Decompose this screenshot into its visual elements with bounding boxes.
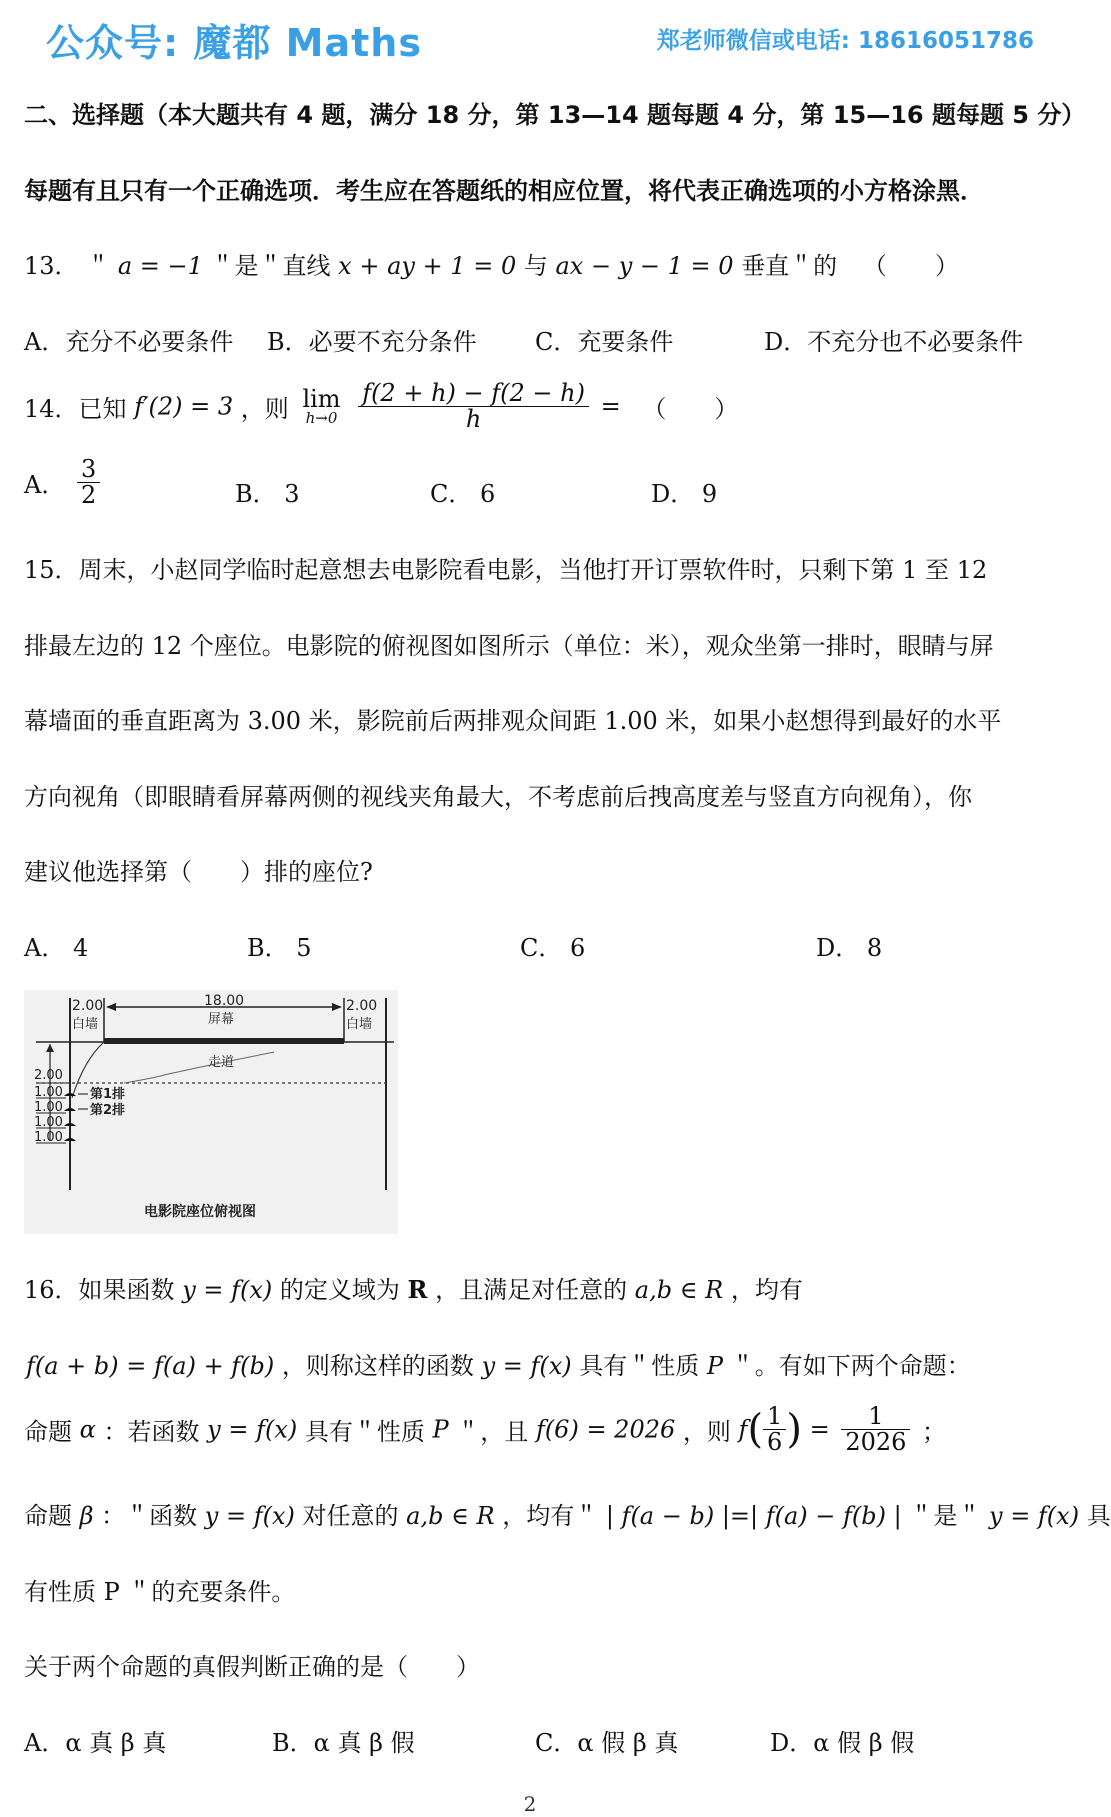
q16-l1g: ，均有 — [730, 1276, 803, 1304]
q15-line-1: 15．周末，小赵同学临时起意想去电影院看电影，当他打开订票软件时，只剩下第 1 至 12 — [24, 556, 988, 584]
q16-l1e: ，且满足对任意的 — [435, 1276, 628, 1304]
q16-line-1 — [24, 1270, 803, 1305]
q16-l4k: 具 — [1086, 1502, 1111, 1530]
q16-l3c: ：若函数 — [103, 1418, 200, 1447]
q16-frac-1-6 — [763, 1404, 786, 1455]
q13-text-d: 垂直＂的 — [741, 252, 838, 280]
q16-l3f: P — [432, 1415, 449, 1444]
q16-l1f: a,b ∈ R — [634, 1276, 724, 1304]
q14-fraction — [358, 381, 589, 432]
q13-quote-open: ＂ — [86, 252, 111, 280]
q14-blank: （ ） — [642, 395, 739, 424]
q16-l3g: ＂，且 — [456, 1418, 529, 1447]
q16-l3j: f — [738, 1415, 748, 1444]
paren-open: ( — [747, 1406, 764, 1453]
q14-limit — [302, 387, 340, 426]
q13-option-d: D．不充分也不必要条件 — [764, 328, 1024, 356]
q16-l3d: y = f(x) — [207, 1415, 298, 1444]
q16-l2e: P — [706, 1352, 724, 1380]
q14-lim-sub: h→0 — [305, 409, 338, 428]
q14-option-b: B． 3 — [235, 480, 300, 508]
aisle-label: 走道 — [208, 1055, 235, 1070]
q13-option-b: B．必要不充分条件 — [267, 328, 477, 356]
cinema-seating-figure — [24, 990, 398, 1234]
gap-top-dim: 2.00 — [34, 1068, 63, 1083]
q14-number: 14．已知 — [24, 395, 127, 424]
q16-option-b: B．α 真 β 假 — [272, 1729, 415, 1757]
q16-l4h: | f(a − b) |=| f(a) − f(b) | — [605, 1502, 902, 1530]
q16-l4j: y = f(x) — [989, 1502, 1080, 1530]
q16-option-c: C．α 假 β 真 — [535, 1729, 679, 1757]
q15-line-3: 幕墙面的垂直距离为 3.00 米，影院前后两排观众间距 1.00 米，如果小赵想得到最好的水平 — [24, 707, 1002, 735]
q15-option-b: B． 5 — [247, 934, 312, 962]
q13-text-b: ＂是＂直线 — [210, 252, 331, 280]
q13-condition: a = −1 — [117, 252, 203, 280]
q16-l1d: R — [407, 1275, 428, 1304]
q14-option-a-den: 2 — [80, 481, 97, 510]
screen-bar — [104, 1038, 344, 1044]
q16-line-3 — [24, 1404, 946, 1455]
q14-option-a-label: A． — [24, 471, 66, 500]
q14-option-c: C． 6 — [430, 480, 496, 508]
q16-l2a: f(a + b) = f(a) + f(b) — [26, 1352, 275, 1380]
q16-l3h: f(6) = 2026 — [535, 1415, 676, 1444]
q13-stem — [24, 246, 959, 281]
q14-text-mid: ，则 — [240, 395, 289, 424]
q16-l4g: ，均有＂ — [502, 1502, 599, 1530]
q16-l1a: 16．如果函数 — [24, 1276, 175, 1304]
q16-frac1-den: 6 — [767, 1428, 783, 1457]
q14-stem — [24, 381, 738, 432]
q16-l3n: ； — [922, 1418, 947, 1447]
q16-l2c: y = f(x) — [481, 1352, 572, 1380]
q16-l4i: ＂是＂ — [909, 1502, 982, 1530]
row-gap-1: 1.00 — [34, 1085, 63, 1100]
q16-option-d: D．α 假 β 假 — [770, 1729, 915, 1757]
q13-line1: x + ay + 1 = 0 — [338, 252, 517, 280]
q16-l3e: 具有＂性质 — [304, 1418, 425, 1447]
q16-l4f: a,b ∈ R — [406, 1502, 495, 1530]
q16-l4c: ：＂函数 — [101, 1502, 198, 1530]
q16-l4a: 命题 — [24, 1502, 72, 1530]
q16-frac1-num: 1 — [763, 1404, 786, 1430]
q16-l2f: ＂。有如下两个命题： — [730, 1352, 971, 1380]
q16-l1c: 的定义域为 — [279, 1276, 400, 1304]
q14-given: f′(2) = 3 — [134, 392, 234, 421]
q14-option-a-fraction — [77, 457, 100, 508]
left-wall-label: 白墙 — [72, 1017, 99, 1032]
q14-frac-num: f(2 + h) − f(2 − h) — [358, 381, 589, 407]
screen-width-dim: 18.00 — [204, 993, 245, 1009]
q13-line2: ax − y − 1 = 0 — [555, 252, 734, 280]
q14-lim-word: lim — [302, 385, 341, 414]
q13-option-c: C．充要条件 — [535, 328, 674, 356]
q14-frac-den: h — [465, 405, 482, 434]
q13-text-c: 与 — [523, 252, 548, 280]
q16-l1b: y = f(x) — [182, 1276, 273, 1304]
q15-line-4: 方向视角（即眼睛看屏幕两侧的视线夹角最大，不考虑前后拽高度差与竖直方向视角），你 — [24, 783, 972, 811]
q16-l2d: 具有＂性质 — [579, 1352, 700, 1380]
q16-line-2 — [26, 1346, 971, 1381]
q14-option-d: D． 9 — [651, 480, 718, 508]
contact-info: 郑老师微信或电话: 18616051786 — [656, 28, 1034, 54]
q13-option-a: A．充分不必要条件 — [24, 328, 234, 356]
q16-option-a: A．α 真 β 真 — [24, 1729, 167, 1757]
q15-option-a: A． 4 — [24, 934, 89, 962]
section-instructions: 每题有且只有一个正确选项．考生应在答题纸的相应位置，将代表正确选项的小方格涂黑． — [24, 177, 984, 205]
figure-caption: 电影院座位俯视图 — [144, 1204, 256, 1220]
q16-l3b: α — [79, 1415, 96, 1444]
q16-l4b: β — [79, 1502, 94, 1530]
row-gap-3: 1.00 — [34, 1115, 63, 1130]
q16-l3a: 命题 — [24, 1418, 72, 1447]
q16-frac-1-2026 — [841, 1404, 910, 1455]
screen-label: 屏幕 — [208, 1012, 235, 1027]
row-gap-4: 1.00 — [34, 1130, 63, 1145]
q13-blank: （ ） — [862, 252, 959, 280]
paren-close: ) — [786, 1406, 802, 1453]
q16-line-6: 关于两个命题的真假判断正确的是（ ） — [24, 1653, 480, 1681]
right-wall-label: 白墙 — [346, 1017, 373, 1032]
q16-line-5: 有性质 P ＂的充要条件。 — [24, 1578, 296, 1606]
q15-line-2: 排最左边的 12 个座位。电影院的俯视图如图所示（单位：米），观众坐第一排时，眼睛与屏 — [24, 632, 994, 660]
q14-option-a — [24, 457, 104, 508]
q16-l4e: 对任意的 — [302, 1502, 399, 1530]
q15-option-d: D． 8 — [816, 934, 883, 962]
q15-line-5: 建议他选择第（ ）排的座位? — [24, 858, 373, 886]
left-wall-dim: 2.00 — [72, 998, 104, 1014]
q16-l3l: = — [809, 1415, 830, 1444]
brand-title: 公众号: 魔都 Maths — [46, 21, 422, 65]
right-wall-dim: 2.00 — [346, 998, 378, 1014]
q16-l3i: ，则 — [682, 1418, 731, 1447]
q16-l2b: ，则称这样的函数 — [281, 1352, 474, 1380]
row2-label: 第2排 — [90, 1103, 126, 1118]
page-number: 2 — [523, 1792, 537, 1816]
q13-number: 13． — [24, 252, 79, 280]
row-gap-2: 1.00 — [34, 1100, 63, 1115]
q16-line-4 — [24, 1496, 1111, 1531]
q14-equals: = — [600, 392, 621, 421]
section-heading: 二、选择题（本大题共有 4 题，满分 18 分，第 13—14 题每题 4 分，第 15—16 题每题 5 分） — [24, 101, 1086, 129]
q16-frac2-num: 1 — [841, 1404, 910, 1430]
q15-option-c: C． 6 — [520, 934, 586, 962]
q16-l4d: y = f(x) — [204, 1502, 295, 1530]
q16-frac2-den: 2026 — [845, 1428, 907, 1457]
q14-option-a-num: 3 — [77, 457, 100, 483]
row1-label: 第1排 — [90, 1087, 126, 1102]
